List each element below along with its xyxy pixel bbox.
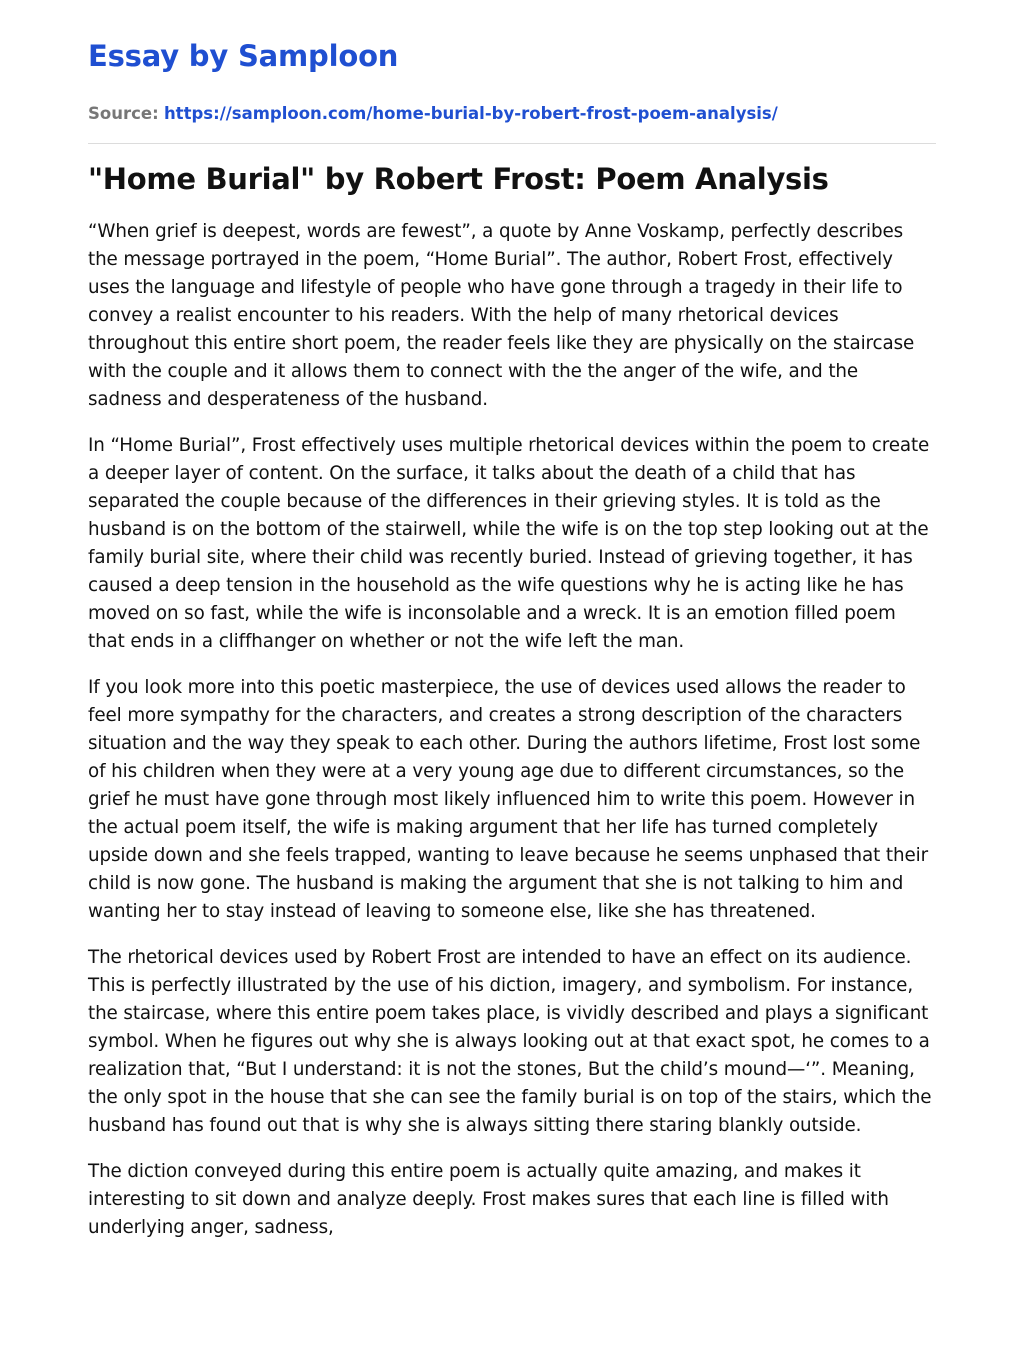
- article-body: [88, 218, 936, 1242]
- paragraph: The rhetorical devices used by Robert Frost are intended to have an effect on its audience. This is perfectly illustrated by the use of his diction, imagery, and symbolism. For instance, the staircase, where this entire poem takes place, is vividly described and plays a significant symbol. When he figures out why she is always looking out at that exact spot, he comes to a realization that, “But I understand: it is not the stones, But the child’s mound—‘”. Meaning, the only spot in the house that she can see the family burial is on top of the stairs, which the husband has found out that is why she is always sitting there staring blankly outside.: [88, 947, 932, 1136]
- paragraph: If you look more into this poetic masterpiece, the use of devices used allows the reader to feel more sympathy for the characters, and creates a strong description of the characters situation and the way they speak to each other. During the authors lifetime, Frost lost some of his children when they were at a very young age due to different circumstances, so the grief he must have gone through most likely influenced him to write this poem. However in the actual poem itself, the wife is making argument that her life has turned completely upside down and she feels trapped, wanting to leave because he seems unphased that their child is now gone. The husband is making the argument that she is not talking to him and wanting her to stay instead of leaving to someone else, like she has threatened.: [88, 677, 929, 922]
- paragraph: “When grief is deepest, words are fewest”, a quote by Anne Voskamp, perfectly describes the message portrayed in the poem, “Home Burial”. The author, Robert Frost, effectively uses the language and lifestyle of people who have gone through a tragedy in their life to convey a realist encounter to his readers. With the help of many rhetorical devices throughout this entire short poem, the reader feels like they are physically on the staircase with the couple and it allows them to connect with the the anger of the wife, and the sadness and desperateness of the husband.: [88, 221, 915, 410]
- site-brand: Essay by Samploon: [88, 39, 399, 73]
- page-title: "Home Burial" by Robert Frost: Poem Analysis: [88, 162, 829, 196]
- paragraph: In “Home Burial”, Frost effectively uses multiple rhetorical devices within the poem to create a deeper layer of content. On the surface, it talks about the death of a child that has separated the couple because of the differences in their grieving styles. It is told as the husband is on the bottom of the stairwell, while the wife is on the top step looking out at the family burial site, where their child was recently buried. Instead of grieving together, it has caused a deep tension in the household as the wife questions why he is acting like he has moved on so fast, while the wife is inconsolable and a wreck. It is an emotion filled poem that ends in a cliffhanger on whether or not the wife left the man.: [88, 435, 930, 652]
- source-link[interactable]: https://samploon.com/home-burial-by-robert-frost-poem-analysis/: [163, 104, 778, 123]
- source-line: [88, 102, 936, 126]
- header-divider: [88, 143, 936, 144]
- source-label: Source:: [88, 104, 159, 123]
- paragraph: The diction conveyed during this entire poem is actually quite amazing, and makes it interesting to sit down and analyze deeply. Frost makes sures that each line is filled with underlying anger, sadness,: [88, 1161, 889, 1238]
- essay-page: [88, 0, 936, 1260]
